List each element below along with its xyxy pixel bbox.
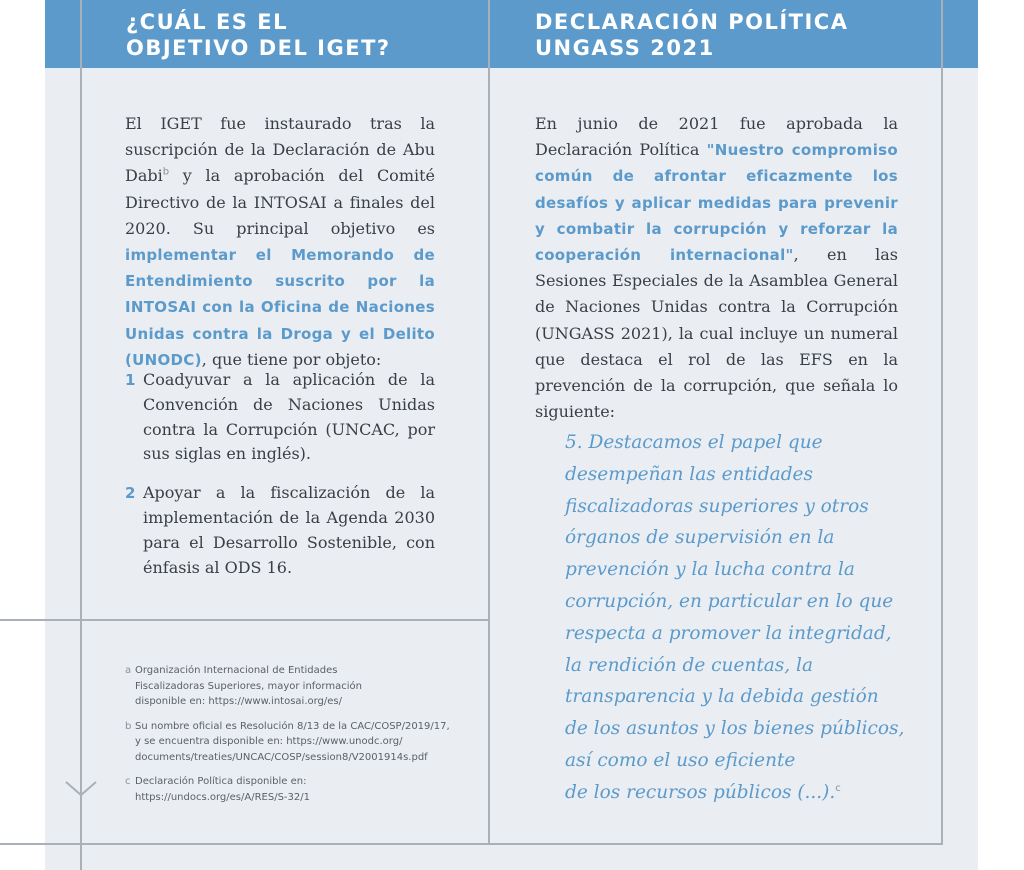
left-title-line-1: ¿CUÁL ES EL [126, 10, 288, 34]
list-item [125, 368, 435, 467]
quote-line: así como el uso eficiente [565, 749, 796, 771]
quote-line: fiscalizadoras superiores y otros [565, 495, 869, 517]
intro-text-start: El IGET fue instaurado tras la suscripción de la Declaración de Abu Dabi [125, 114, 435, 186]
declaration-title-highlight: "Nuestro compromiso común de afrontar eficazmente los desafíos y aplicar medidas para prevenir y combatir la corrupción y reforzar la cooperación internacional" [535, 141, 898, 265]
bottom-rule [0, 843, 943, 845]
right-intro-paragraph [535, 111, 898, 425]
quote-line: la rendición de cuentas, la [565, 654, 813, 676]
intro-text-end: , que tiene por objeto: [201, 349, 382, 369]
footnote-link[interactable]: documents/treaties/UNCAC/COSP/session8/V2001914s.pdf [135, 751, 428, 763]
list-item-text: Apoyar a la fiscalización de la implementación de la Agenda 2030 para el Desarrollo Sostenible, con énfasis al ODS 16. [143, 483, 435, 577]
quote-line: órganos de supervisión en la [565, 527, 835, 549]
left-column-title [126, 9, 391, 61]
footnote-b [125, 719, 455, 766]
list-item [125, 481, 435, 580]
list-number: 2 [125, 484, 136, 503]
footnote-c [125, 774, 455, 805]
right-title-line-1: DECLARACIÓN POLÍTICA [535, 10, 849, 34]
footnote-line: Declaración Política disponible en: [135, 776, 307, 787]
objectives-list [125, 368, 435, 594]
footnote-separator [0, 619, 489, 621]
quote-line: de los asuntos y los bienes públicos, [565, 718, 905, 740]
chevron-down-icon [64, 778, 98, 798]
left-intro-paragraph [125, 111, 435, 373]
quote-line: 5. Destacamos el papel que [565, 432, 823, 453]
footnote-label: b [125, 720, 132, 732]
right-column-title [535, 9, 848, 61]
list-item-text: Coadyuvar a la aplicación de la Convención de Naciones Unidas contra la Corrupción (UNCAC, por sus siglas en inglés). [143, 370, 435, 464]
memorandum-highlight: implementar el Memorando de Entendimiento suscrito por la INTOSAI con la Oficina de Naciones Unidas contra la Droga y el Delito (UNODC) [125, 246, 435, 369]
footnote-link[interactable]: disponible en: https://www.intosai.org/es/ [135, 696, 343, 707]
quote-line: prevención y la lucha contra la [565, 559, 855, 581]
quote-line [565, 777, 915, 809]
quote-last-line: de los recursos públicos (...). [565, 781, 836, 803]
footnote-ref-b: b [162, 167, 170, 179]
footnote-line: Su nombre oficial es Resolución 8/13 de la CAC/COSP/2019/17, [135, 720, 450, 732]
quote-line: corrupción, en particular en lo que [565, 590, 894, 612]
intro-text-middle: y la aprobación del Comité Directivo de la INTOSAI a finales del 2020. Su principal objetivo es [125, 166, 435, 238]
quote-line: transparencia y la debida gestión [565, 686, 879, 708]
quote-line: desempeñan las entidades [565, 463, 813, 485]
left-title-line-2: OBJETIVO DEL IGET? [126, 36, 391, 60]
column-divider [488, 0, 490, 845]
footnote-line: Fiscalizadoras Superiores, mayor información [135, 680, 362, 692]
footnote-link[interactable]: y se encuentra disponible en: https://www.unodc.org/ [135, 736, 403, 747]
footnotes [125, 663, 455, 814]
quote-line: respecta a promover la integridad, [565, 622, 892, 644]
left-margin-rule [80, 0, 82, 870]
list-number: 1 [125, 371, 136, 389]
right-border-rule [941, 0, 943, 845]
footnote-line: Organización Internacional de Entidades [135, 665, 338, 676]
footnote-a [125, 663, 455, 710]
footnote-ref-c: c [835, 782, 841, 794]
declaration-text-start: En junio de 2021 fue aprobada la Declaración Política [535, 114, 898, 160]
footnote-link[interactable]: https://undocs.org/es/A/RES/S-32/1 [135, 791, 310, 803]
right-title-line-2: UNGASS 2021 [535, 36, 715, 60]
footnote-label: c [125, 776, 131, 787]
footnote-label: a [125, 665, 132, 676]
declaration-text-end: , en las Sesiones Especiales de la Asamblea General de Naciones Unidas contra la Corrupción (UNGASS 2021), la cual incluye un numeral que destaca el rol de las EFS en la prevención de la corrupción, que señala lo siguiente: [535, 245, 898, 422]
declaration-quote [565, 427, 915, 809]
